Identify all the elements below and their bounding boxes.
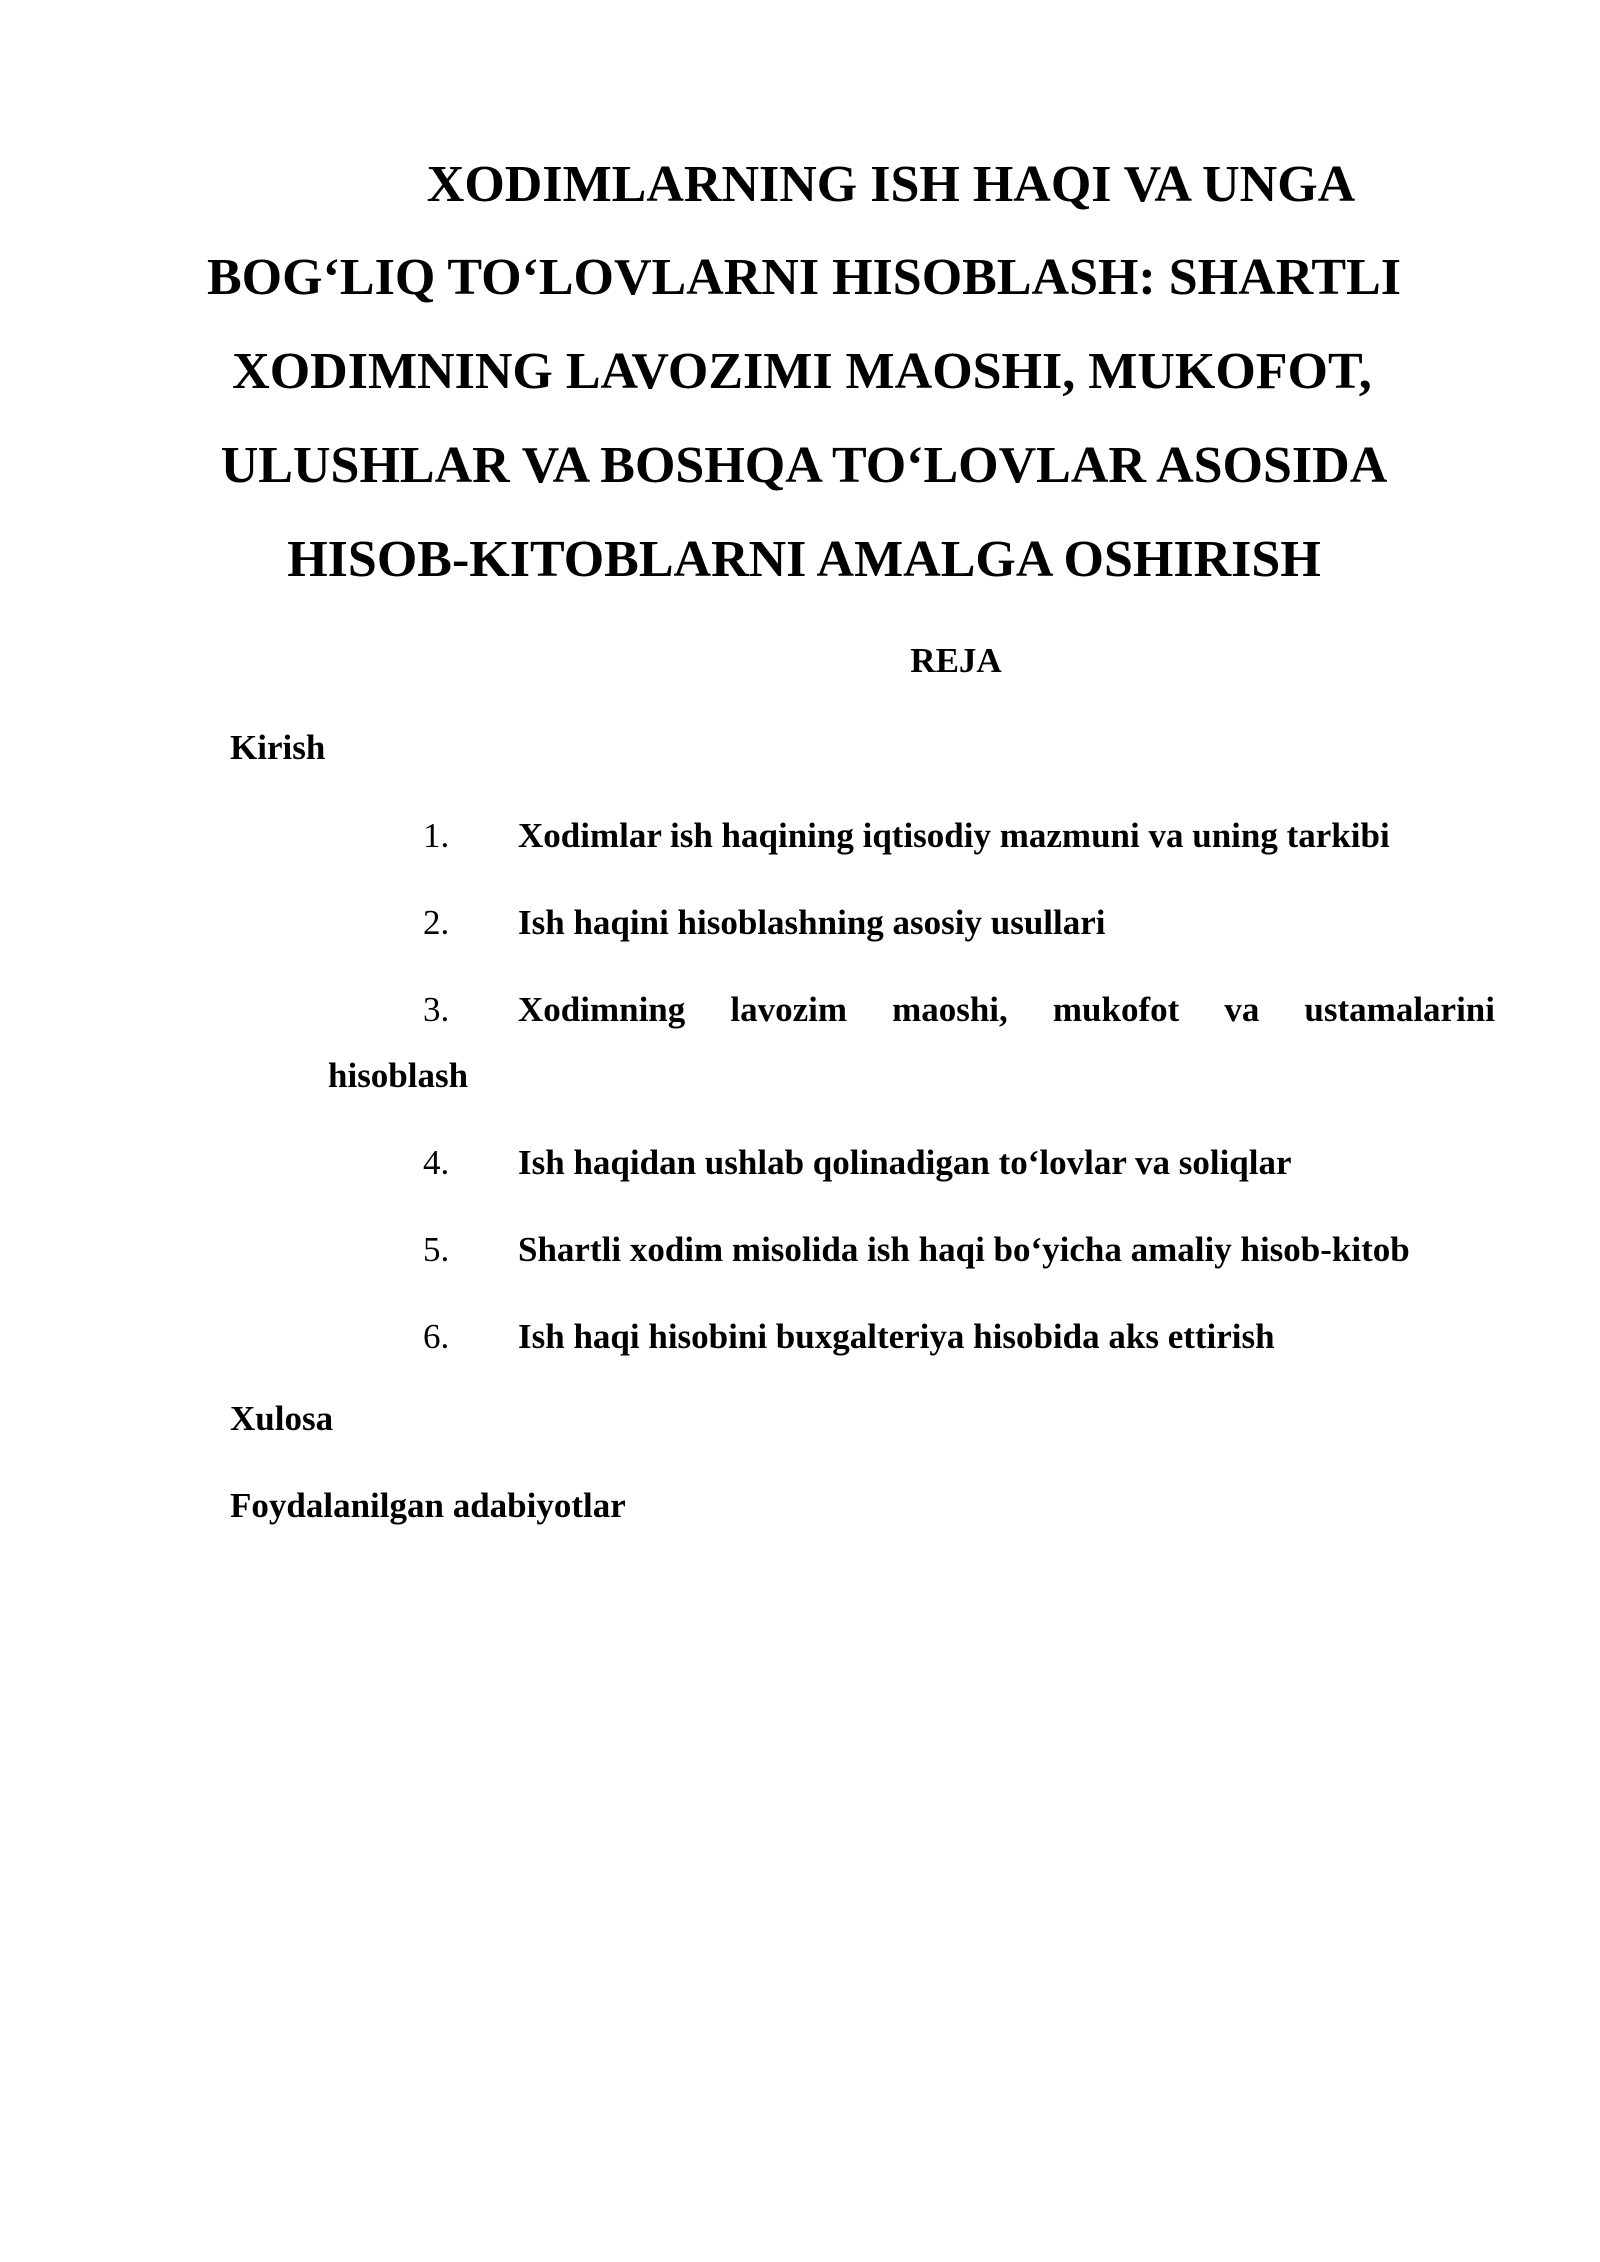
title-line: XODIMNING LAVOZIMI MAOSHI, MUKOFOT, xyxy=(232,343,1372,400)
plan-item-number: 2. xyxy=(423,903,450,942)
intro-heading: Kirish xyxy=(230,728,326,767)
plan-item-text: Shartli xodim misolida ish haqi bo‘yicha amaliy hisob-kitob xyxy=(518,1230,1410,1269)
title-line: HISOB-KITOBLARNI AMALGA OSHIRISH xyxy=(287,531,1321,588)
plan-item-text: Xodimlar ish haqining iqtisodiy mazmuni va uning tarkibi xyxy=(518,816,1390,855)
conclusion-heading: Xulosa xyxy=(230,1399,334,1438)
plan-item-number: 5. xyxy=(423,1230,450,1269)
plan-item-text: Ish haqidan ushlab qolinadigan to‘lovlar va soliqlar xyxy=(518,1143,1292,1182)
plan-item-number: 4. xyxy=(423,1143,450,1182)
plan-item-continuation: hisoblash xyxy=(328,1056,469,1095)
plan-item-number: 1. xyxy=(423,816,450,855)
plan-item-text: Xodimning lavozim maoshi, mukofot va ustamalarini xyxy=(518,990,1495,1029)
plan-item-text: Ish haqini hisoblashning asosiy usullari xyxy=(518,903,1106,942)
plan-item-number: 6. xyxy=(423,1317,450,1356)
plan-item-text: Ish haqi hisobini buxgalteriya hisobida aks ettirish xyxy=(518,1317,1275,1356)
title-line: BOG‘LIQ TO‘LOVLARNI HISOBLASH: SHARTLI xyxy=(207,249,1401,306)
plan-item-number: 3. xyxy=(423,990,450,1029)
title-line: ULUSHLAR VA BOSHQA TO‘LOVLAR ASOSIDA xyxy=(220,437,1388,494)
references-heading: Foydalanilgan adabiyotlar xyxy=(230,1486,626,1525)
plan-heading: REJA xyxy=(910,641,1002,680)
title-line: XODIMLARNING ISH HAQI VA UNGA xyxy=(426,156,1356,213)
